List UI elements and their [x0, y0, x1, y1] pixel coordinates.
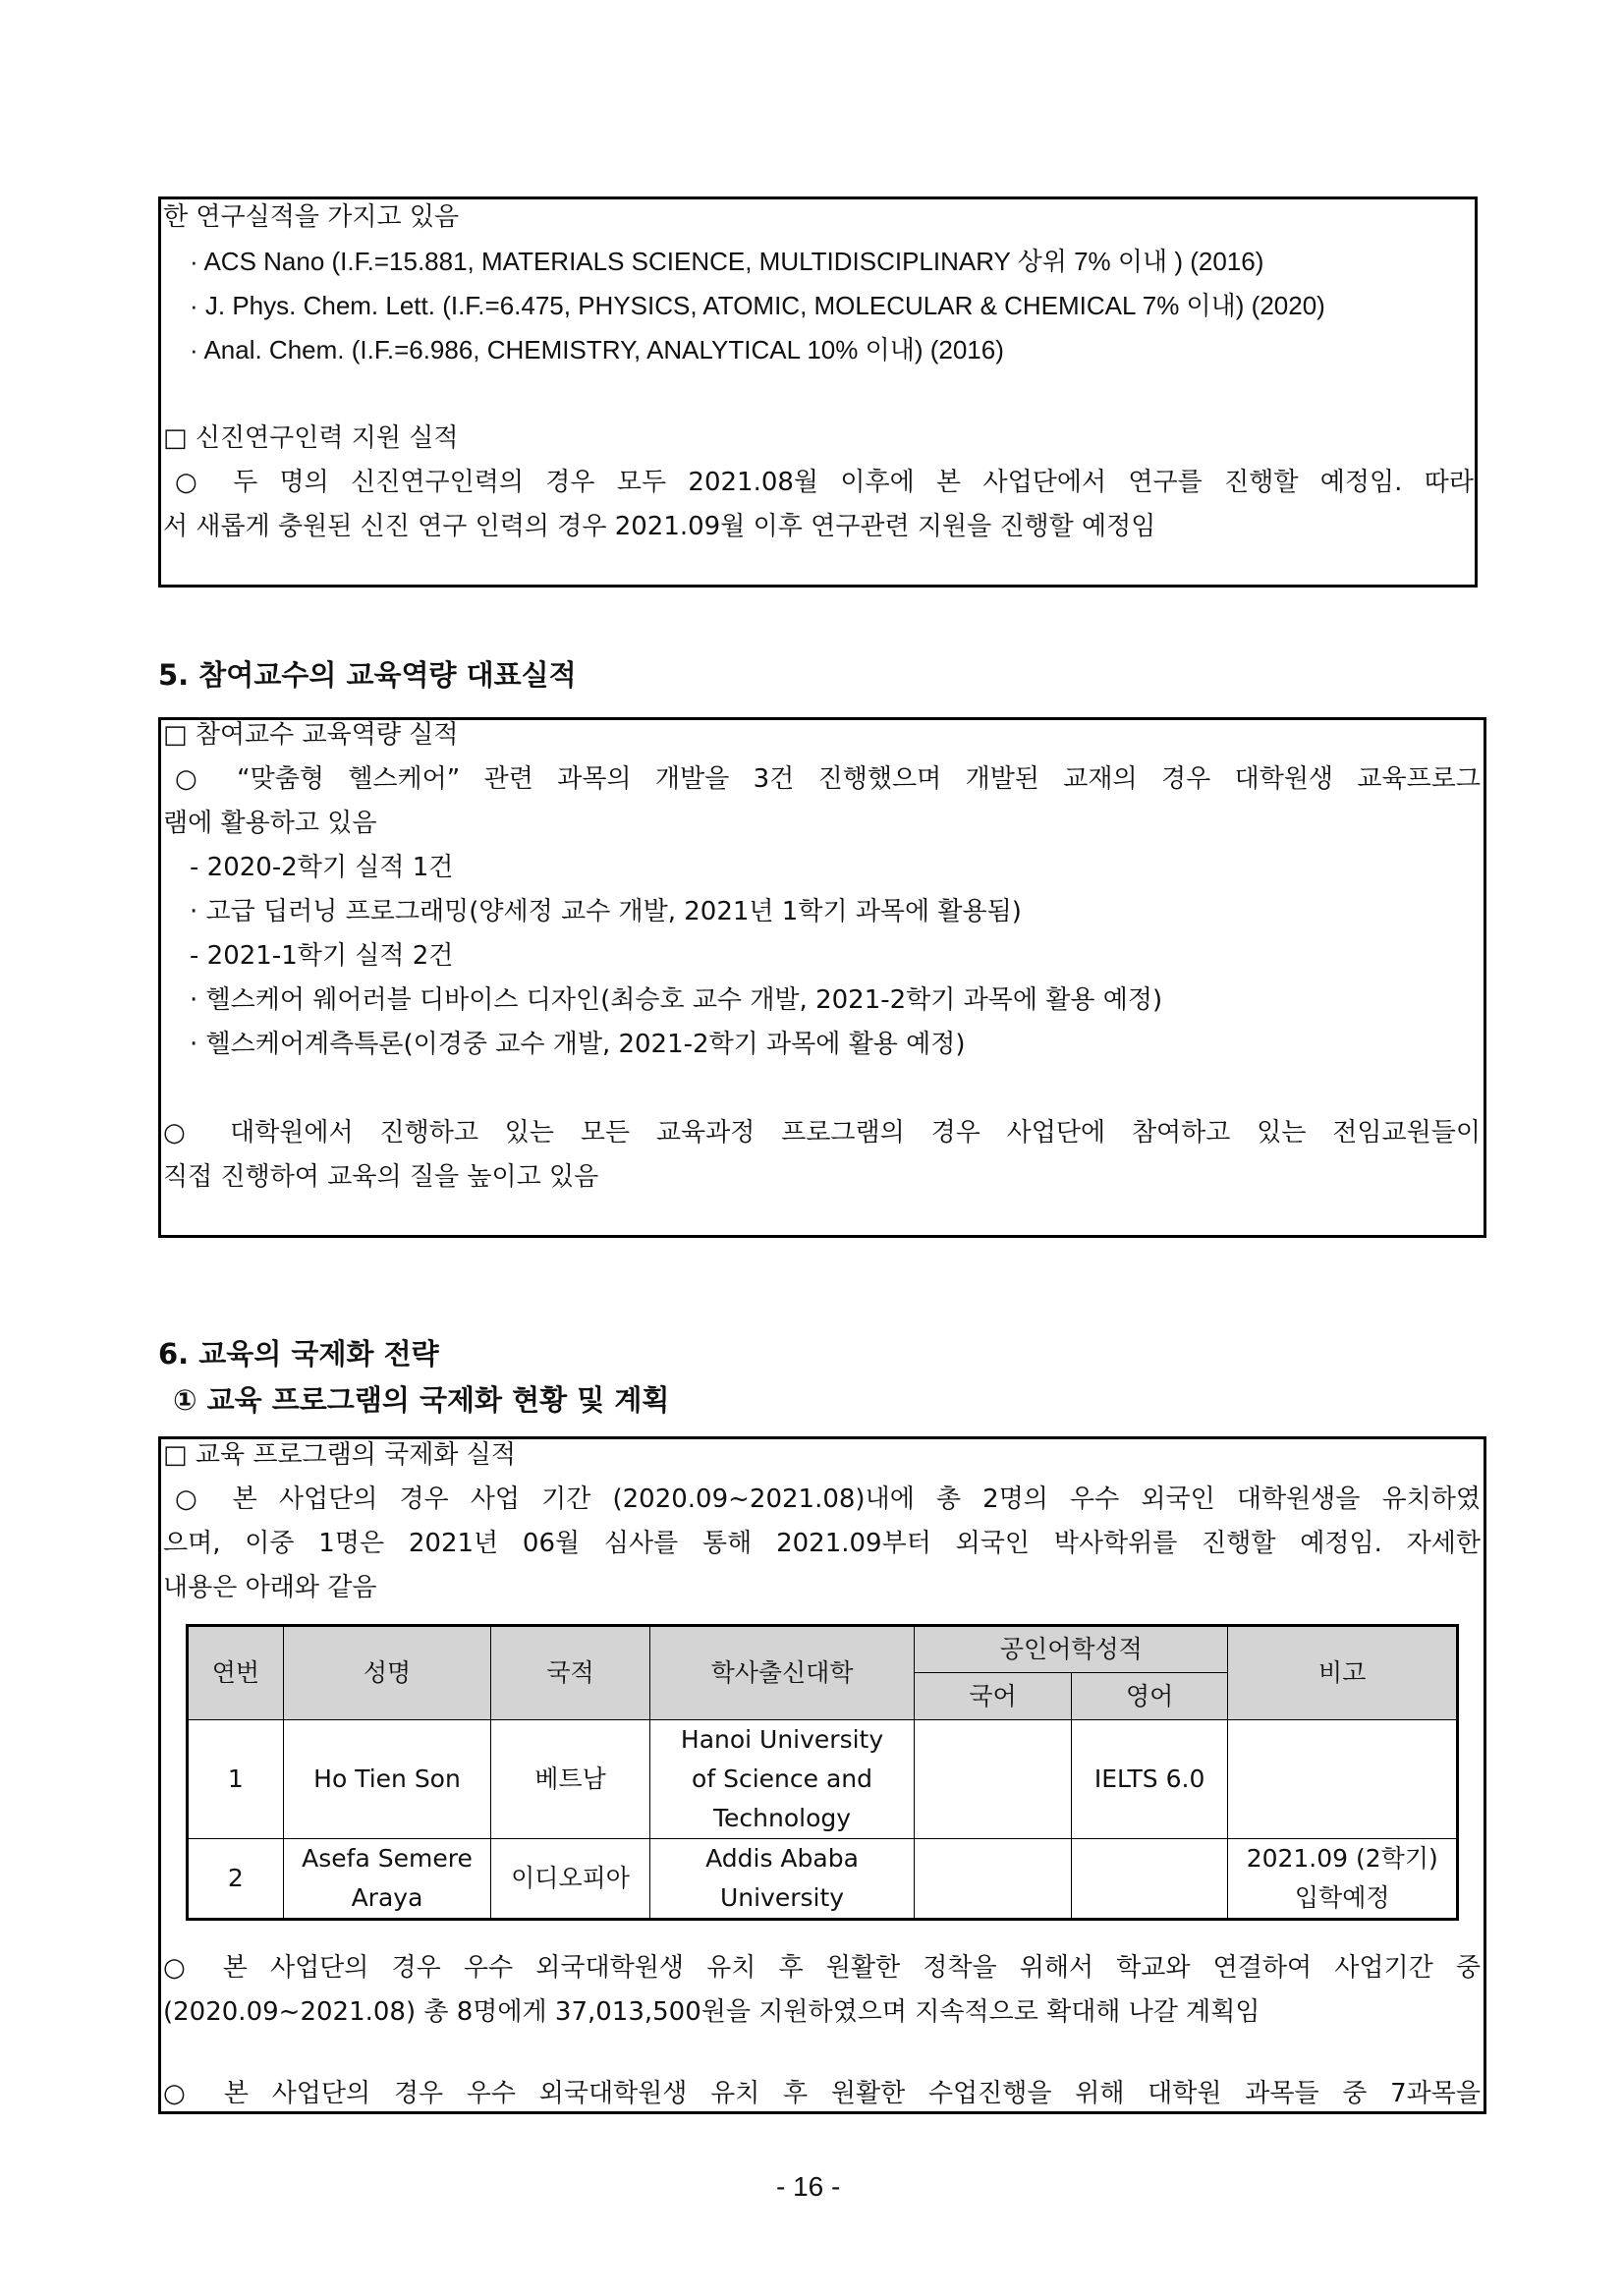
- foreign-students-table: [186, 1624, 1459, 1921]
- paragraph-line: (2020.09~2021.08) 총 8명에게 37,013,500원을 지원하였으며 지속적으로 확대해 나갈 계획임: [163, 1997, 1260, 2027]
- cell-remarks: [1228, 1720, 1458, 1839]
- paragraph-line: ○ “맞춤형 헬스케어” 관련 과목의 개발을 3건 진행했으며 개발된 교재의 경우 대학원생 교육프로그: [175, 764, 1481, 794]
- publication-item-2: · J. Phys. Chem. Lett. (I.F.=6.475, PHYSICS, ATOMIC, MOLECULAR & CHEMICAL 7% 이내) (2020): [190, 291, 1325, 320]
- paragraph-line: ○ 대학원에서 진행하고 있는 모든 교육과정 프로그램의 경우 사업단에 참여하고 있는 전임교원들이: [163, 1118, 1481, 1148]
- publication-item-1: · ACS Nano (I.F.=15.881, MATERIALS SCIENCE, MULTIDISCIPLINARY 상위 7% 이내 ) (2016): [190, 247, 1264, 276]
- paragraph-line: 직접 진행하여 교육의 질을 높이고 있음: [163, 1162, 599, 1192]
- cell-korean: [915, 1839, 1072, 1920]
- col-header-no: 연번: [188, 1626, 284, 1720]
- cell-english: [1071, 1839, 1228, 1920]
- paragraph-line: 서 새롭게 충원된 신진 연구 인력의 경우 2021.09월 이후 연구관련 지원을 진행할 예정임: [163, 512, 1156, 541]
- col-header-english: 영어: [1071, 1673, 1228, 1720]
- subheading-internationalization: ① 교육 프로그램의 국제화 현황 및 계획: [173, 1383, 670, 1417]
- cell-name: Ho Tien Son: [283, 1720, 491, 1839]
- page-number: - 16 -: [776, 2171, 841, 2202]
- cell-remarks: 2021.09 (2학기) 입학예정: [1228, 1839, 1458, 1920]
- cell-university: Addis Ababa University: [649, 1839, 915, 1920]
- publication-item-3: · Anal. Chem. (I.F.=6.986, CHEMISTRY, ANALYTICAL 10% 이내) (2016): [190, 335, 1004, 364]
- paragraph-line: 으며, 이중 1명은 2021년 06월 심사를 통해 2021.09부터 외국인 박사학위를 진행할 예정임. 자세한: [163, 1529, 1481, 1558]
- col-header-nationality: 국적: [491, 1626, 649, 1720]
- list-item: - 2021-1학기 실적 2건: [190, 941, 454, 971]
- heading-section-5: 5. 참여교수의 교육역량 대표실적: [158, 658, 577, 692]
- cell-nationality: 베트남: [491, 1720, 649, 1839]
- list-subitem: · 헬스케어 웨어러블 디바이스 디자인(최승호 교수 개발, 2021-2학기 과목에 활용 예정): [190, 985, 1163, 1015]
- cell-no: 2: [188, 1839, 284, 1920]
- col-header-remarks: 비고: [1228, 1626, 1458, 1720]
- col-header-language-score: 공인어학성적: [915, 1626, 1228, 1673]
- paragraph-line: 램에 활용하고 있음: [163, 809, 377, 838]
- cell-no: 1: [188, 1720, 284, 1839]
- paragraph-line: ○ 본 사업단의 경우 우수 외국대학원생 유치 후 원활한 수업진행을 위해 대학원 과목들 중 7과목을: [163, 2079, 1481, 2108]
- box1-line1: 한 연구실적을 가지고 있음: [163, 202, 460, 232]
- paragraph-line: ○ 본 사업단의 경우 우수 외국대학원생 유치 후 원활한 정착을 위해서 학교와 연결하여 사업기간 중: [163, 1953, 1481, 1983]
- list-subitem: · 고급 딥러닝 프로그래밍(양세정 교수 개발, 2021년 1학기 과목에 활용됨): [190, 897, 1022, 926]
- paragraph-line: ○ 두 명의 신진연구인력의 경우 모두 2021.08월 이후에 본 사업단에서 연구를 진행할 예정임. 따라: [175, 468, 1474, 497]
- list-subitem: · 헬스케어계측특론(이경중 교수 개발, 2021-2학기 과목에 활용 예정): [190, 1030, 966, 1059]
- section-title-new-researcher-support: □ 신진연구인력 지원 실적: [163, 423, 459, 453]
- education-capacity-box: [158, 717, 1486, 1238]
- heading-section-6: 6. 교육의 국제화 전략: [158, 1337, 439, 1371]
- paragraph-line: 내용은 아래와 같음: [163, 1573, 377, 1602]
- list-item: - 2020-2학기 실적 1건: [190, 853, 454, 882]
- col-header-korean: 국어: [915, 1673, 1072, 1720]
- col-header-university: 학사출신대학: [649, 1626, 915, 1720]
- table-row: [188, 1839, 1458, 1920]
- cell-name: Asefa Semere Araya: [283, 1839, 491, 1920]
- cell-english: IELTS 6.0: [1071, 1720, 1228, 1839]
- cell-korean: [915, 1720, 1072, 1839]
- cell-nationality: 이디오피아: [491, 1839, 649, 1920]
- section-title-internationalization: □ 교육 프로그램의 국제화 실적: [163, 1440, 517, 1470]
- table-row: [188, 1720, 1458, 1839]
- section-title-education-capacity: □ 참여교수 교육역량 실적: [163, 720, 459, 750]
- col-header-name: 성명: [283, 1626, 491, 1720]
- cell-university: Hanoi University of Science and Technology: [649, 1720, 915, 1839]
- paragraph-line: ○ 본 사업단의 경우 사업 기간 (2020.09~2021.08)내에 총 2명의 우수 외국인 대학원생을 유치하였: [175, 1484, 1481, 1514]
